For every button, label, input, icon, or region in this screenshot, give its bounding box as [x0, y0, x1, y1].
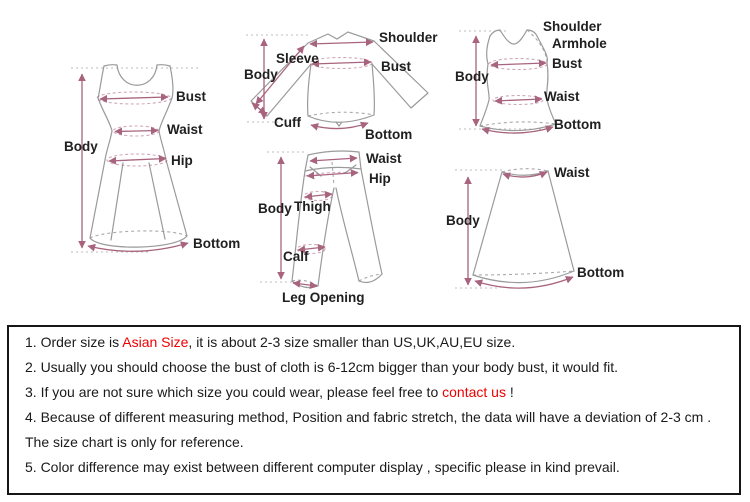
note-4-continued-text: The size chart is only for reference.: [25, 434, 244, 450]
note-1-text: 1. Order size is: [25, 334, 123, 350]
note-5: [25, 459, 733, 475]
dress-bust-label: Bust: [176, 89, 206, 104]
pants-diagram: [260, 151, 382, 288]
note-3: [25, 384, 733, 400]
pants-body-label: Body: [258, 201, 292, 216]
note-3-text-end: !: [505, 384, 514, 400]
note-2: [25, 359, 733, 375]
tank-waist-label: Waist: [544, 89, 580, 104]
shirt-sleeve-label: Sleeve: [276, 51, 319, 66]
asian-size-highlight: Asian Size: [122, 334, 189, 350]
tank-bust-label: Bust: [552, 56, 582, 71]
shirt-bust-label: Bust: [381, 59, 411, 74]
shirt-bottom-label: Bottom: [365, 127, 413, 142]
note-1: [25, 334, 733, 350]
skirt-waist-label: Waist: [554, 165, 590, 180]
dress-hip-label: Hip: [171, 153, 193, 168]
note-3-text: 3. If you are not sure which size you could wear, please feel free to: [25, 384, 443, 400]
dress-waist-label: Waist: [167, 122, 203, 137]
tank-body-label: Body: [455, 69, 489, 84]
pants-calf-label: Calf: [283, 249, 309, 264]
skirt-body-label: Body: [446, 213, 480, 228]
contact-us-highlight: contact us: [442, 384, 506, 400]
note-2-text: 2. Usually you should choose the bust of cloth is 6-12cm bigger than your body bust, it would fit.: [25, 359, 618, 375]
pants-hip-label: Hip: [369, 171, 391, 186]
shirt-body-label: Body: [244, 67, 278, 82]
tank-bottom-label: Bottom: [554, 117, 602, 132]
tank-shoulder-label: Shoulder: [543, 19, 602, 34]
skirt-diagram: [455, 169, 574, 288]
shirt-shoulder-label: Shoulder: [379, 30, 438, 45]
note-5-text: 5. Color difference may exist between different computer display , specific please in kind prevail.: [25, 459, 620, 475]
size-notes-box: [7, 325, 741, 495]
note-4-continued: [25, 434, 733, 450]
note-1-text-end: , it is about 2-3 size smaller than US,UK,AU,EU size.: [188, 334, 516, 350]
note-4: [25, 409, 733, 425]
note-4-text: 4. Because of different measuring method, Position and fabric stretch, the data will have a deviation of 2-3 cm .: [25, 409, 712, 425]
shirt-cuff-label: Cuff: [274, 115, 301, 130]
dress-body-label: Body: [64, 139, 98, 154]
pants-leg-opening-label: Leg Opening: [282, 290, 365, 305]
skirt-bottom-label: Bottom: [577, 265, 625, 280]
dress-bottom-label: Bottom: [193, 236, 241, 251]
pants-waist-label: Waist: [366, 151, 402, 166]
pants-thigh-label: Thigh: [294, 199, 331, 214]
tank-armhole-label: Armhole: [552, 36, 607, 51]
